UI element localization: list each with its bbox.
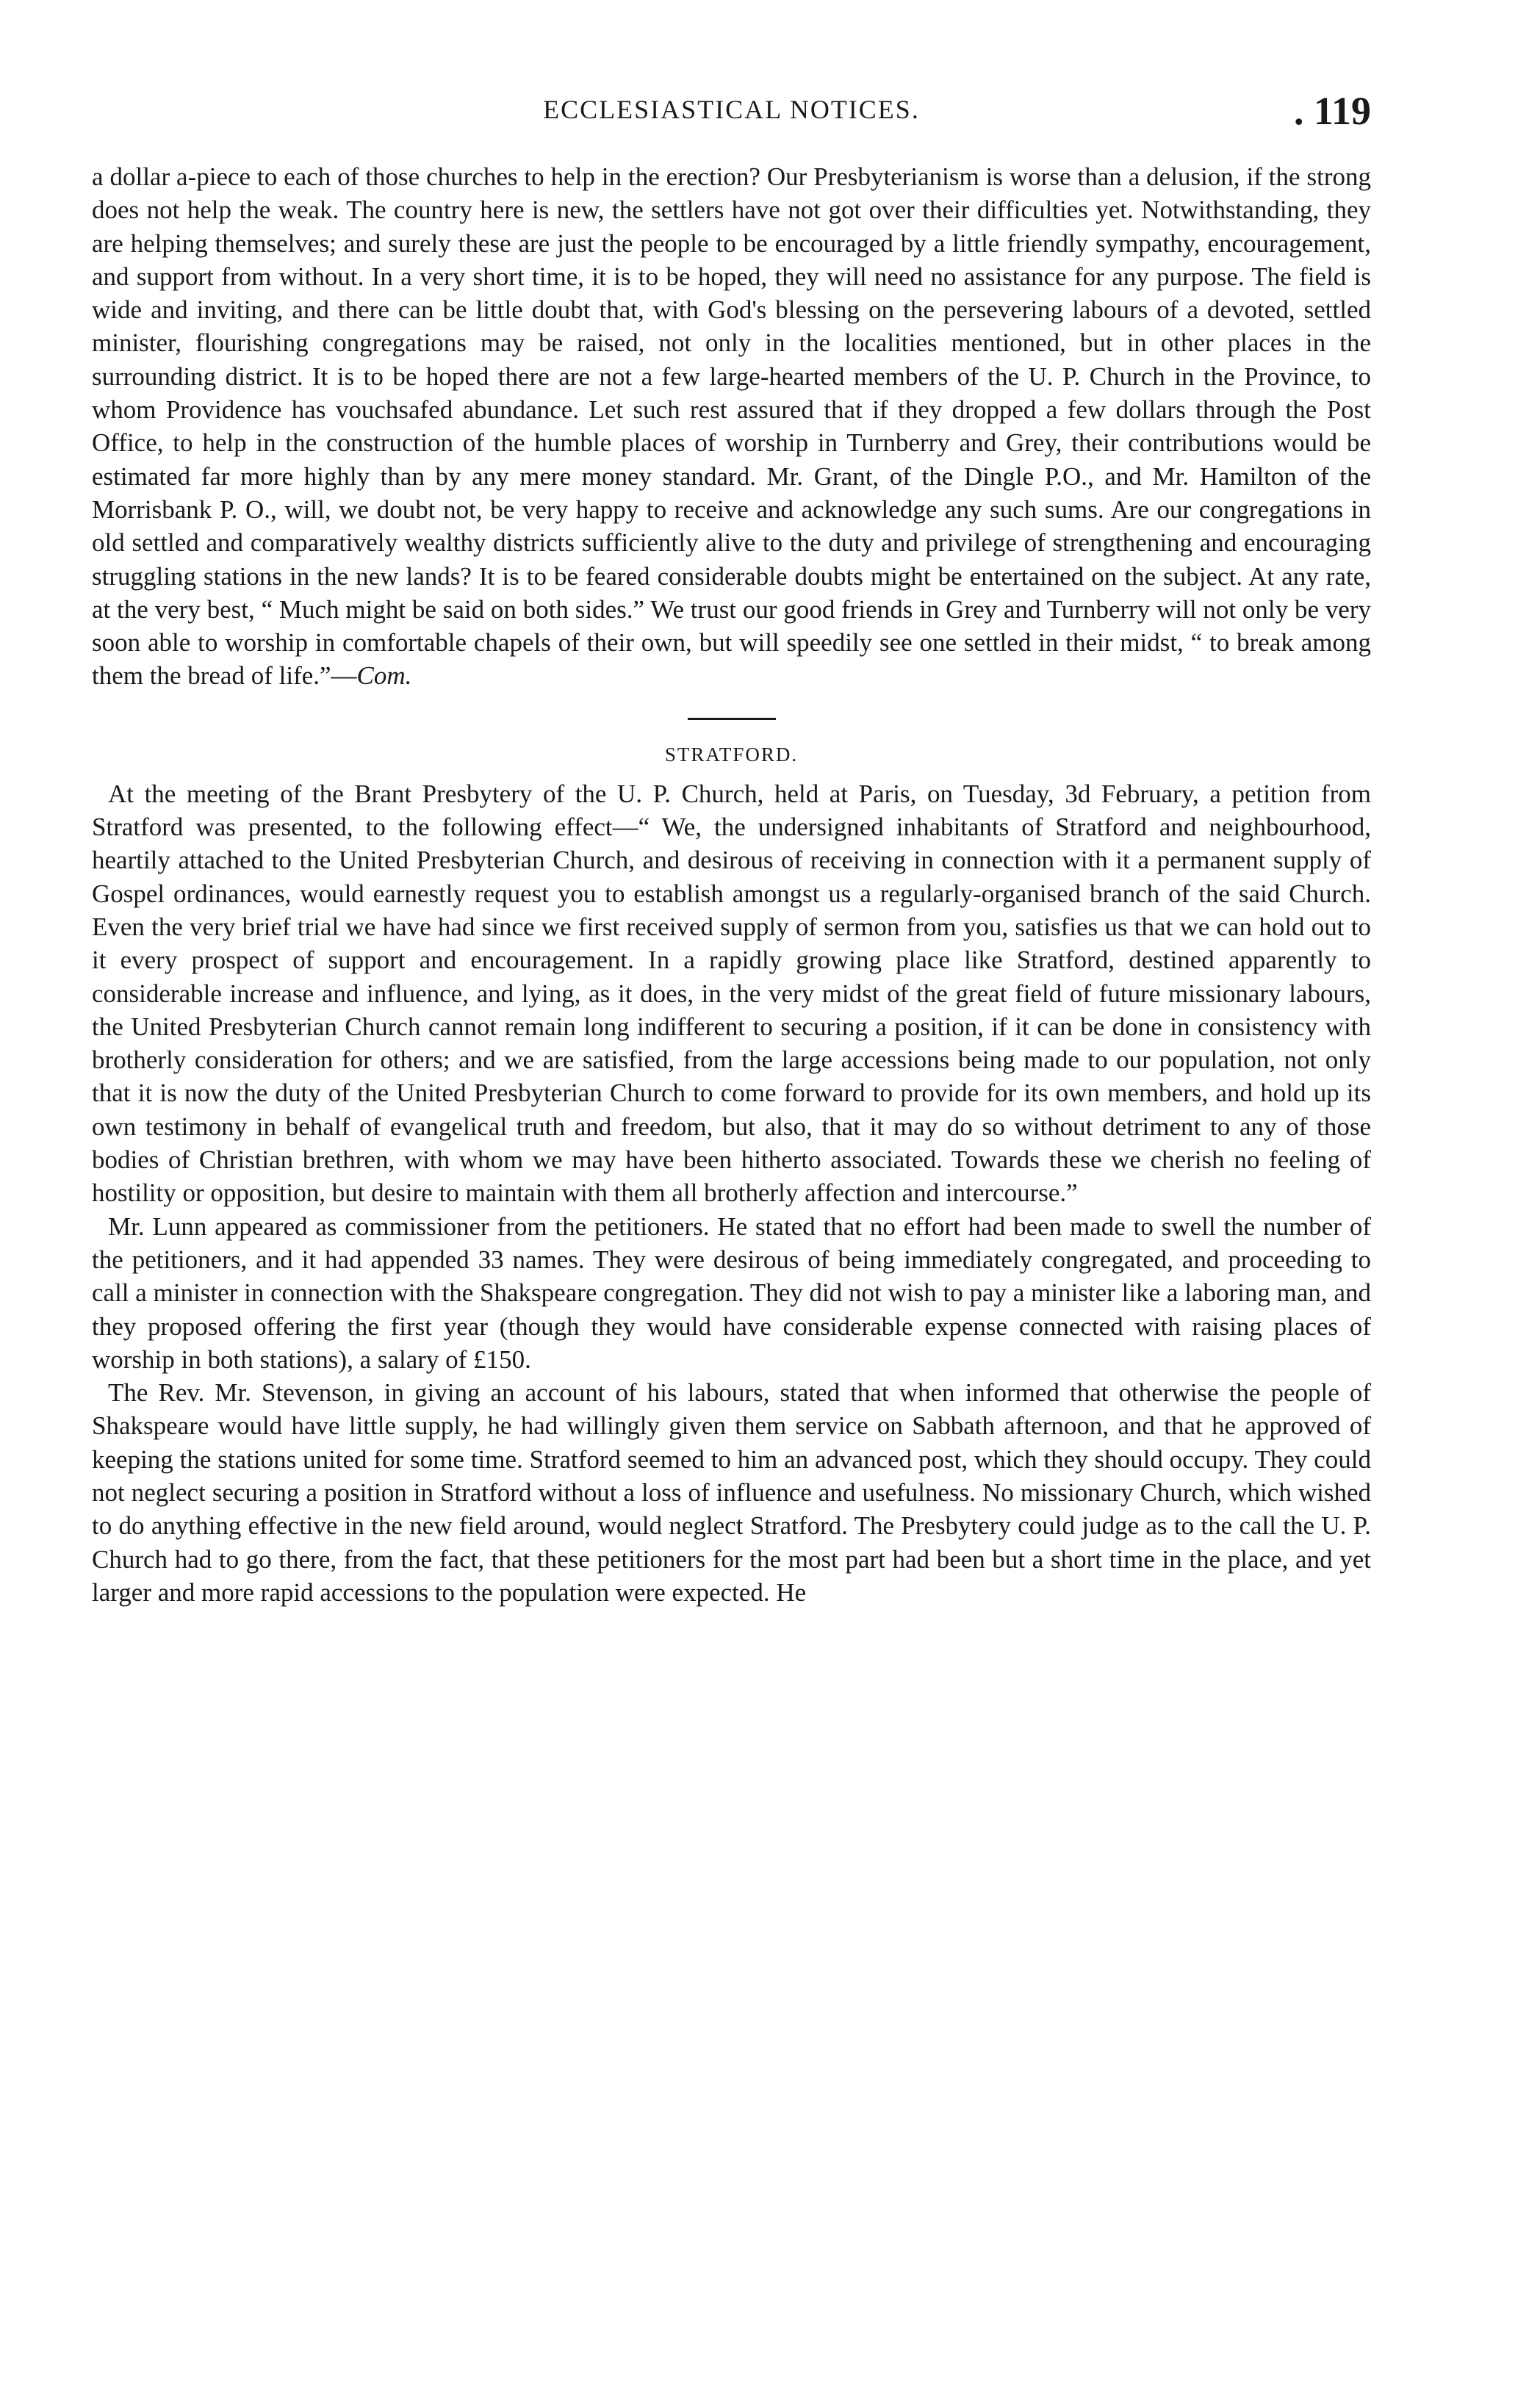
page-number: . 119 — [1293, 89, 1371, 133]
article-body — [92, 160, 1371, 1609]
signature: Com. — [356, 661, 412, 691]
section-divider — [688, 718, 776, 720]
paragraph-text: a dollar a-piece to each of those churches to help in the erection? Our Presbyterianism is worse than a delusion, if the strong does not help the weak. The country here is new, the settlers have not got over their difficulties yet. Notwithstanding, they are helping themselves; and surely these are just the people to be encouraged by a little friendly sympathy, encouragement, and support from without. In a very short time, it is to be hoped, they will need no assistance for any purpose. The field is wide and inviting, and there can be little doubt that, with God's blessing on the persevering labours of a devoted, settled minister, flourishing congregations may be raised, not only in the localities mentioned, but in other places in the surrounding district. It is to be hoped there are not a few large-hearted members of the U. P. Church in the Province, to whom Providence has vouchsafed abundance. Let such rest assured that if they dropped a few dollars through the Post Office, to help in the construction of the humble places of worship in Turnberry and Grey, their contributions would be estimated far more highly than by any mere money standard. Mr. Grant, of the Dingle P.O., and Mr. Hamilton of the Morrisbank P. O., will, we doubt not, be very happy to receive and acknowledge any such sums. Are our congregations in old settled and comparatively wealthy districts sufficiently alive to the duty and privilege of strengthening and encouraging struggling stations in the new lands? It is to be feared considerable doubts might be entertained on the subject. At any rate, at the very best, “ Much might be said on both sides.” We trust our good friends in Grey and Turnberry will not only be very soon able to worship in comfortable chapels of their own, but will speedily see one settled in their midst, “ to break among them the bread of life.”— — [92, 162, 1371, 691]
paragraph-rev-stevenson: The Rev. Mr. Stevenson, in giving an account of his labours, stated that when informed that otherwise the people of Shakspeare would have little supply, he had willingly given them service on Sabbath afternoon, and that he approved of keeping the stations united for some time. Stratford seemed to him an advanced post, which they should occupy. They could not neglect securing a position in Stratford without a loss of influence and usefulness. No missionary Church, which wished to do anything effective in the new field around, would neglect Stratford. The Presbytery could judge as to the call the U. P. Church had to go there, from the fact, that these petitioners for the most part had been but a short time in the place, and yet larger and more rapid accessions to the population were expected. He — [92, 1378, 1371, 1607]
paragraph-continued — [92, 160, 1371, 693]
running-header — [92, 88, 1371, 147]
section-heading-stratford: STRATFORD. — [664, 743, 799, 766]
running-title: ECCLESIASTICAL NOTICES. — [543, 95, 920, 124]
paragraph-petition: At the meeting of the Brant Presbytery of the U. P. Church, held at Paris, on Tuesday, 3d February, a petition from Stratford was presented, to the following effect—“ We, the undersigned inhabitants of Stratford and neighbourhood, heartily attached to the United Presbyterian Church, and desirous of receiving in connection with it a permanent supply of Gospel ordinances, would earnestly request you to establish amongst us a regularly-organised branch of the said Church. Even the very brief trial we have had since we first received supply of sermon from you, satisfies us that we can hold out to it every prospect of support and encouragement. In a rapidly growing place like Stratford, destined apparently to considerable increase and influence, and lying, as it does, in the very midst of the great field of future missionary labours, the United Presbyterian Church cannot remain long indifferent to securing a position, if it can be done in consistency with brotherly consideration for others; and we are satisfied, from the large accessions being made to our population, not only that it is now the duty of the United Presbyterian Church to come forward to provide for its own members, and hold up its own testimony in behalf of evangelical truth and freedom, but also, that it may do so without detriment to any of those bodies of Christian brethren, with whom we may have been hitherto associated. Towards these we cherish no feeling of hostility or opposition, but desire to maintain with them all brotherly affection and intercourse.” — [92, 779, 1371, 1208]
paragraph-mr-lunn: Mr. Lunn appeared as commissioner from the petitioners. He stated that no effort had been made to swell the number of the petitioners, and it had appended 33 names. They were desirous of being immediately congregated, and proceeding to call a minister in connection with the Shakspeare congregation. They did not wish to pay a minister like a laboring man, and they proposed offering the first year (though they would have considerable expense connected with raising places of worship in both stations), a salary of £150. — [92, 1211, 1371, 1374]
